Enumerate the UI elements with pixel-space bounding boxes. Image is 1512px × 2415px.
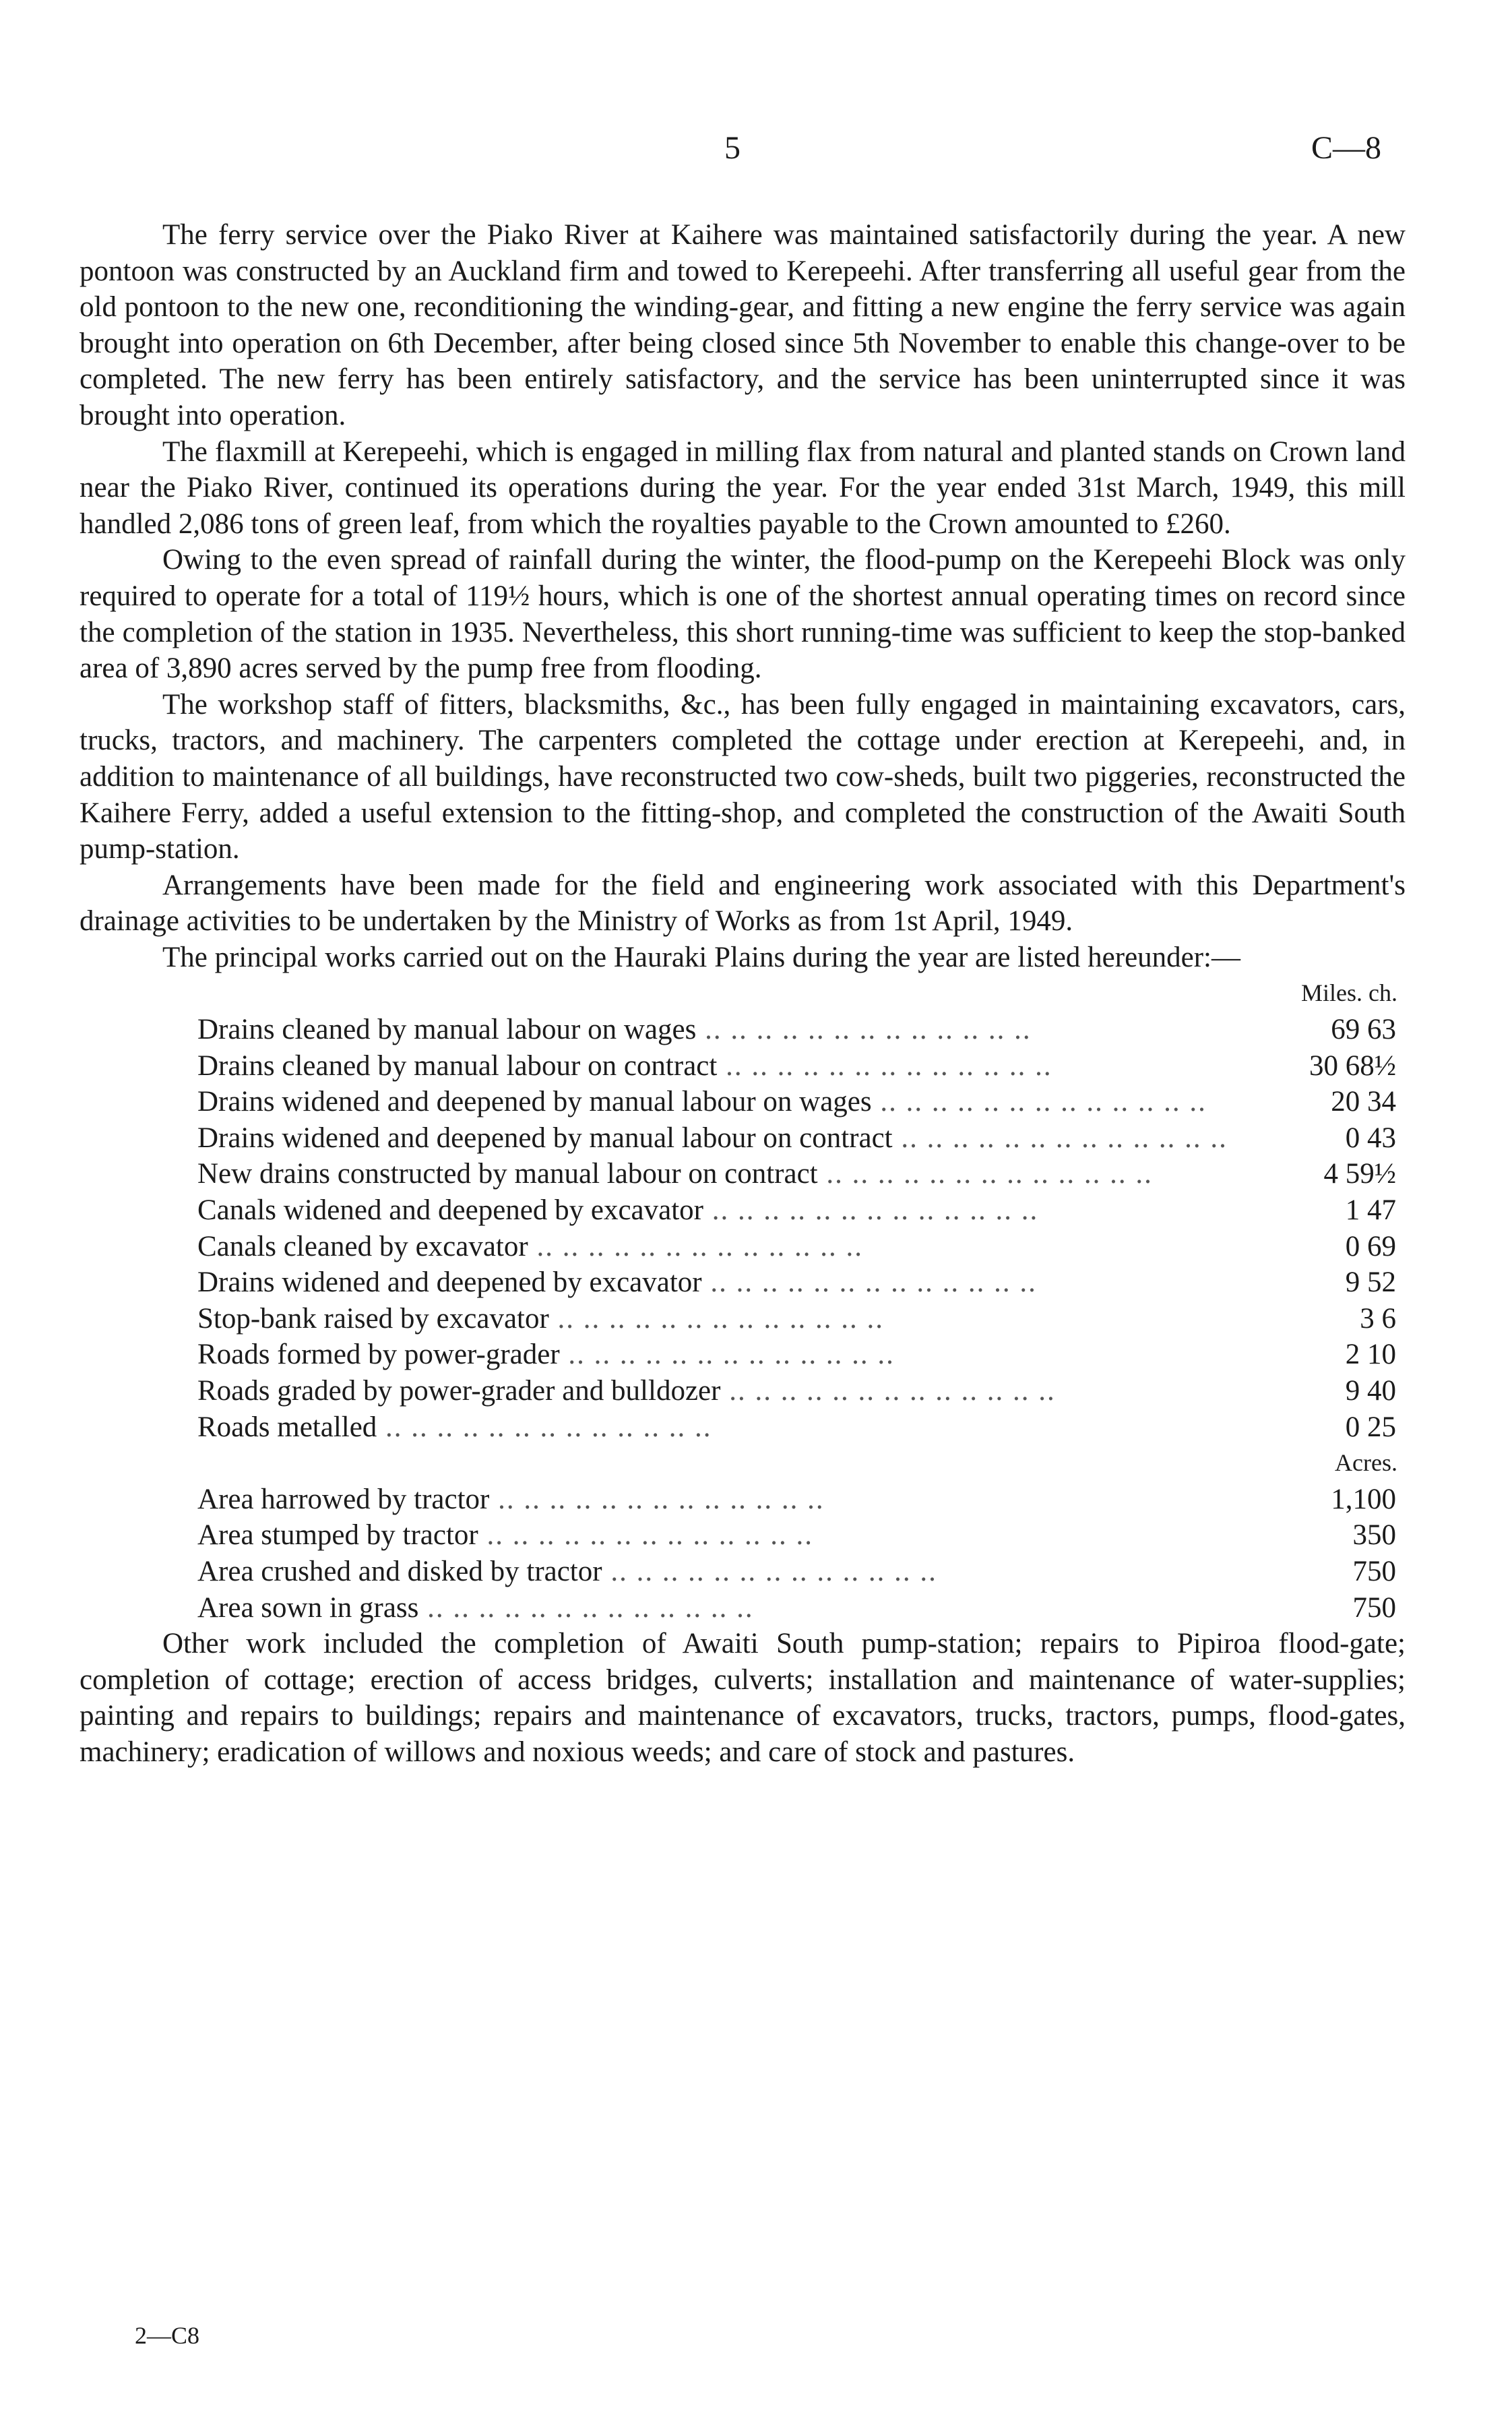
row-value: 750: [1352, 1555, 1396, 1587]
row-value: 30 68½: [1309, 1049, 1396, 1082]
table-row: [80, 1337, 1406, 1373]
table-row: [80, 1517, 1406, 1554]
row-value: 2 10: [1345, 1339, 1396, 1371]
table-row: [80, 1120, 1406, 1157]
table-row: [80, 1264, 1406, 1301]
row-label: Area sown in grass .. .: [197, 1590, 1238, 1626]
row-value: 1,100: [1331, 1483, 1396, 1515]
table-row: [80, 1192, 1406, 1229]
works-table: [80, 975, 1406, 1445]
row-value: 350: [1352, 1519, 1396, 1552]
paragraph-principal-works: The principal works carried out on the Hauraki Plains during the year are listed hereunder:—: [162, 941, 1241, 973]
table-row: [80, 1048, 1406, 1084]
row-label: Roads metalled .. .: [197, 1409, 1238, 1446]
row-value: 9 52: [1345, 1266, 1396, 1299]
row-label: Stop-bank raised by excavator .. .: [197, 1301, 1238, 1337]
area-table: [80, 1445, 1406, 1626]
row-label: New drains constructed by manual labour on contract .. .: [197, 1156, 1238, 1192]
table-row: [80, 1156, 1406, 1192]
row-label: Drains widened and deepened by manual labour on contract .. .: [197, 1120, 1238, 1157]
row-label: Canals cleaned by excavator .. .: [197, 1229, 1238, 1265]
row-value: 4 59½: [1323, 1158, 1396, 1190]
table-row: [80, 1590, 1406, 1626]
report-body: [80, 217, 1406, 1771]
row-label: Roads formed by power-grader .. .: [197, 1337, 1238, 1373]
row-value: 69 63: [1331, 1014, 1396, 1046]
paragraph-flaxmill: The flaxmill at Kerepeehi, which is engaged in milling flax from natural and planted stands on Crown land near the Piako River, continued its operations during the year. For the year ended 31st March, 1949, this mill handled 2,086 tons of green leaf, from which the royalties payable to the Crown amounted to £260.: [80, 435, 1406, 540]
paragraph-workshop: The workshop staff of fitters, blacksmiths, &c., has been fully engaged in maintaining excavators, cars, trucks, tractors, and machinery. The carpenters completed the cottage under erection at Kerepeehi, and, in addition to maintenance of all buildings, have reconstructed two cow-sheds, built two piggeries, reconstructed the Kaihere Ferry, added a useful extension to the fitting-shop, and completed the construction of the Awaiti South pump-station.: [80, 688, 1406, 865]
row-value: 0 43: [1345, 1122, 1396, 1154]
paragraph-ferry-service: The ferry service over the Piako River at Kaihere was maintained satisfactorily during the year. A new pontoon was constructed by an Auckland firm and towed to Kerepeehi. After transferring all useful gear from the old pontoon to the new one, reconditioning the winding-gear, and fitting a new engine the ferry service was again brought into operation on 6th December, after being closed since 5th November to enable this change-over to be completed. The new ferry has been entirely satisfactory, and the service has been uninterrupted since it was brought into operation.: [80, 219, 1406, 431]
row-value: 750: [1352, 1591, 1396, 1624]
page-number: 5: [724, 130, 741, 166]
table-row: [80, 1229, 1406, 1265]
table-row: [80, 1084, 1406, 1120]
row-value: 1 47: [1345, 1194, 1396, 1227]
row-label: Drains widened and deepened by excavator .. .: [197, 1264, 1238, 1301]
row-label: Roads graded by power-grader and bulldozer .. .: [197, 1373, 1238, 1409]
row-label: Area crushed and disked by tractor .. .: [197, 1554, 1238, 1590]
series-code: C—8: [1311, 130, 1382, 166]
row-label: Area stumped by tractor .. .: [197, 1517, 1238, 1554]
table-row: [80, 1554, 1406, 1590]
table-row: [80, 1301, 1406, 1337]
table-row: [80, 1373, 1406, 1409]
row-label: Canals widened and deepened by excavator .. .: [197, 1192, 1238, 1229]
table-row: [80, 1409, 1406, 1446]
row-label: Drains widened and deepened by manual labour on wages .. .: [197, 1084, 1238, 1120]
row-value: 3 6: [1360, 1302, 1396, 1335]
row-label: Area harrowed by tractor .. .: [197, 1481, 1238, 1518]
works-unit-label: Miles. ch.: [1301, 979, 1397, 1007]
paragraph-flood-pump: Owing to the even spread of rainfall during the winter, the flood-pump on the Kerepeehi Block was only required to operate for a total of 119½ hours, which is one of the shortest annual operating times on record since the completion of the station in 1935. Nevertheless, this short running-time was sufficient to keep the stop-banked area of 3,890 acres served by the pump free from flooding.: [80, 544, 1406, 685]
table-row: [80, 1012, 1406, 1048]
footer-code: 2—C8: [135, 2322, 200, 2349]
paragraph-arrangements: Arrangements have been made for the field and engineering work associated with this Department's drainage activities to be undertaken by the Ministry of Works as from 1st April, 1949.: [80, 869, 1406, 938]
area-unit-label: Acres.: [1335, 1449, 1397, 1477]
row-value: 20 34: [1331, 1086, 1396, 1118]
row-label: Drains cleaned by manual labour on contract .. .: [197, 1048, 1238, 1084]
row-value: 0 25: [1345, 1411, 1396, 1443]
paragraph-other-work: Other work included the completion of Awaiti South pump-station; repairs to Pipiroa flood-gate; completion of cottage; erection of access bridges, culverts; installation and maintenance of water-supplies; painting and repairs to buildings; repairs and maintenance of excavators, trucks, tractors, pumps, flood-gates, machinery; eradication of willows and noxious weeds; and care of stock and pastures.: [80, 1628, 1406, 1768]
row-value: 9 40: [1345, 1375, 1396, 1407]
table-row: [80, 1481, 1406, 1518]
row-label: Drains cleaned by manual labour on wages .. .: [197, 1012, 1238, 1048]
row-value: 0 69: [1345, 1230, 1396, 1262]
